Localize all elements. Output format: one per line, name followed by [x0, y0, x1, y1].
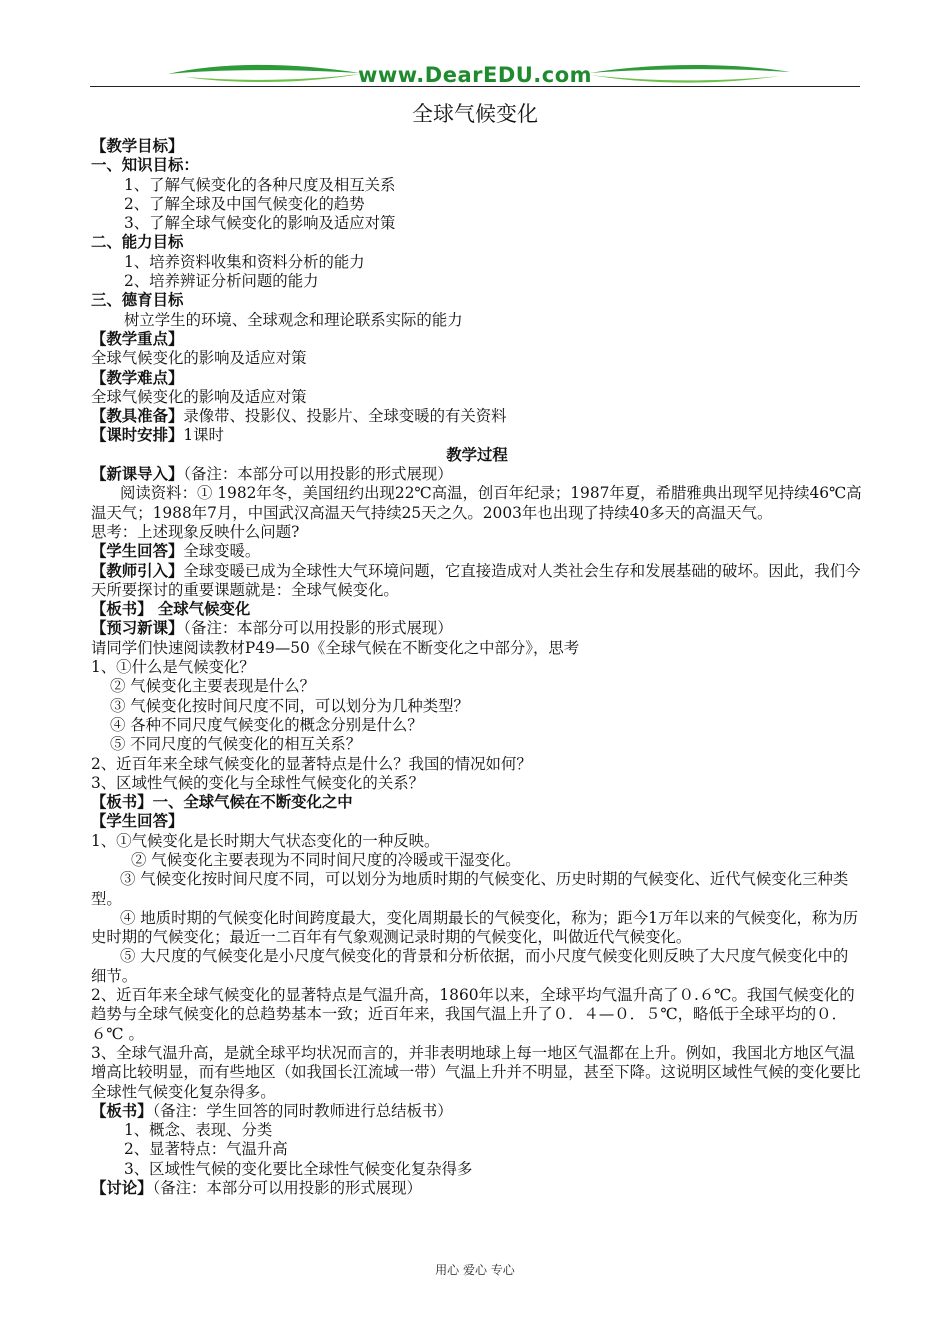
line-text: 3、区域性气候的变化要比全球性气候变化复杂得多 [124, 1159, 473, 1178]
content-line [91, 542, 863, 561]
line-text: 树立学生的环境、全球观念和理论联系实际的能力 [124, 310, 463, 329]
content-line [91, 562, 863, 601]
content-line [91, 1044, 863, 1102]
line-text: 2、显著特点：气温升高 [124, 1140, 288, 1159]
line-text: 录像带、投影仪、投影片、全球变暖的有关资料 [183, 407, 507, 426]
line-text: 1、①气候变化是长时期大气状态变化的一种反映。 [91, 831, 440, 850]
section-heading: 【板书】一、全球气候在不断变化之中 [91, 793, 353, 812]
line-text: 2、近百年来全球气候变化的显著特点是气温升高，1860年以来，全球平均气温升高了０.６℃。我国气候变化的趋势与全球气候变化的总趋势基本一致；近百年来，我国气温上升了０．４—０．５℃，略低于全球平均的０．６℃ 。 [91, 986, 855, 1043]
content-line [91, 639, 863, 658]
content-line [91, 697, 863, 716]
content-line [91, 311, 863, 330]
content-line [91, 600, 863, 619]
content-line [91, 523, 863, 542]
line-text: 全球气候变化的影响及适应对策 [91, 387, 307, 406]
content-line [91, 947, 863, 986]
content-line [91, 619, 863, 638]
line-text: 阅读资料：① 1982年冬，美国纽约出现22℃高温，创百年纪录；1987年夏，希腊雅典出现罕见持续46℃高温天气；1988年7月，中国武汉高温天气持续25天之久。2003年也出现了持续40多天的高温天气。 [91, 484, 862, 522]
section-heading: 【新课导入】 [91, 465, 184, 484]
header-rule [90, 86, 860, 87]
line-text: 3、全球气温升高，是就全球平均状况而言的，并非表明地球上每一地区气温都在上升。例如，我国北方地区气温增高比较明显，而有些地区（如我国长江流域一带）气温上升并不明显，甚至下降。这说明区域性气候的变化要比全球性气候变化复杂得多。 [91, 1043, 861, 1101]
line-text: 1、概念、表现、分类 [124, 1121, 273, 1140]
content-line [91, 1102, 863, 1121]
content-line [91, 755, 863, 774]
line-text: ④ 各种不同尺度气候变化的概念分别是什么？ [110, 715, 423, 734]
line-text: ③ 气候变化按时间尺度不同，可以划分为几种类型？ [110, 696, 469, 715]
line-text: 三、德育目标 [91, 291, 184, 310]
content-line [91, 176, 863, 195]
line-text: （备注：本部分可以用投影的形式展现） [152, 1179, 422, 1198]
line-text: 全球气候变化的影响及适应对策 [91, 349, 307, 368]
content-line [91, 446, 863, 465]
section-heading: 【预习新课】 [91, 619, 184, 638]
content-line [91, 986, 863, 1044]
content-line [91, 426, 863, 445]
section-heading: 【板书】 全球气候变化 [91, 600, 251, 619]
page-footer: 用心 爱心 专心 [435, 1263, 515, 1277]
line-text: ② 气候变化主要表现是什么？ [110, 677, 315, 696]
section-heading: 【学生回答】 [91, 812, 184, 831]
content-line [91, 1140, 863, 1159]
line-text: 【教学目标】 [91, 137, 184, 155]
line-text: 2、了解全球及中国气候变化的趋势 [124, 194, 365, 213]
content-line [91, 156, 863, 175]
content-line [91, 137, 863, 156]
content-line [91, 195, 863, 214]
content-line [91, 1160, 863, 1179]
site-logo: www.DearEDU.com [357, 63, 593, 87]
content-line [91, 658, 863, 677]
line-text: 2、近百年来全球气候变化的显著特点是什么？我国的情况如何？ [91, 754, 532, 773]
content-line [91, 851, 863, 870]
content-line [91, 735, 863, 754]
line-text: ② 气候变化主要表现为不同时间尺度的冷暖或干湿变化。 [131, 850, 521, 869]
line-text: 教学过程 [446, 445, 508, 464]
line-text: 全球变暖。 [183, 542, 261, 561]
page-title: 全球气候变化 [412, 102, 538, 126]
line-text: 3、了解全球气候变化的影响及适应对策 [124, 214, 396, 233]
line-text: ⑤ 不同尺度的气候变化的相互关系？ [110, 735, 362, 754]
line-text: ③ 气候变化按时间尺度不同，可以划分为地质时期的气候变化、历史时期的气候变化、近代气候变化三种类型。 [91, 870, 849, 908]
section-heading: 【学生回答】 [91, 542, 184, 561]
line-text: 2、培养辨证分析问题的能力 [124, 272, 319, 291]
section-heading: 【板书】 [91, 1101, 153, 1120]
content-line [91, 291, 863, 310]
line-text: 3、区域性气候的变化与全球性气候变化的关系？ [91, 773, 424, 792]
content-line [91, 716, 863, 735]
content-line [91, 484, 863, 523]
content-line [91, 812, 863, 831]
content-line [91, 870, 863, 909]
line-text: 一、知识目标： [91, 156, 199, 175]
content-line [91, 793, 863, 812]
content-line [91, 272, 863, 291]
line-text: 请同学们快速阅读教材P49—50《全球气候在不断变化之中部分》，思考 [91, 638, 580, 657]
content-line [91, 465, 863, 484]
content-line [91, 1121, 863, 1140]
content-line [91, 407, 863, 426]
content-line [91, 388, 863, 407]
line-text: 1、①什么是气候变化？ [91, 658, 255, 677]
line-text: 【教学难点】 [91, 368, 184, 387]
line-text: ⑤ 大尺度的气候变化是小尺度气候变化的背景和分析依据，而小尺度气候变化则反映了大尺度气候变化中的细节。 [91, 947, 849, 985]
line-text: （备注：本部分可以用投影的形式展现） [183, 465, 453, 484]
content-line [91, 1179, 863, 1198]
line-text: 【教学重点】 [91, 329, 184, 348]
content-line [91, 774, 863, 793]
line-text: ④ 地质时期的气候变化时间跨度最大，变化周期最长的气候变化，称为；距今1万年以来的气候变化，称为历史时期的气候变化；最近一二百年有气象观测记录时期的气候变化，叫做近代气候变化。 [91, 908, 859, 947]
line-text: 全球变暖已成为全球性大气环境问题，它直接造成对人类社会生存和发展基础的破坏。因此，我们今天所要探讨的重要课题就是：全球气候变化。 [91, 561, 861, 599]
line-text: （备注：学生回答的同时教师进行总结板书） [152, 1101, 453, 1120]
content-line [91, 214, 863, 233]
lesson-content [91, 137, 863, 1198]
line-text: 思考：上述现象反映什么问题? [91, 522, 300, 541]
content-line [91, 677, 863, 696]
content-line [91, 909, 863, 948]
content-line [91, 832, 863, 851]
section-heading: 【教具准备】 [91, 407, 184, 426]
section-heading: 【讨论】 [91, 1179, 153, 1198]
section-heading: 【教师引入】 [91, 561, 184, 580]
content-line [91, 369, 863, 388]
content-line [91, 349, 863, 368]
content-line [91, 233, 863, 252]
line-text: （备注：本部分可以用投影的形式展现） [183, 619, 453, 638]
content-line [91, 253, 863, 272]
section-heading: 【课时安排】 [91, 426, 184, 445]
line-text: 1、培养资料收集和资料分析的能力 [124, 252, 365, 271]
line-text: 1课时 [183, 426, 224, 445]
line-text: 二、能力目标 [91, 233, 184, 252]
line-text: 1、了解气候变化的各种尺度及相互关系 [124, 175, 396, 194]
content-line [91, 330, 863, 349]
